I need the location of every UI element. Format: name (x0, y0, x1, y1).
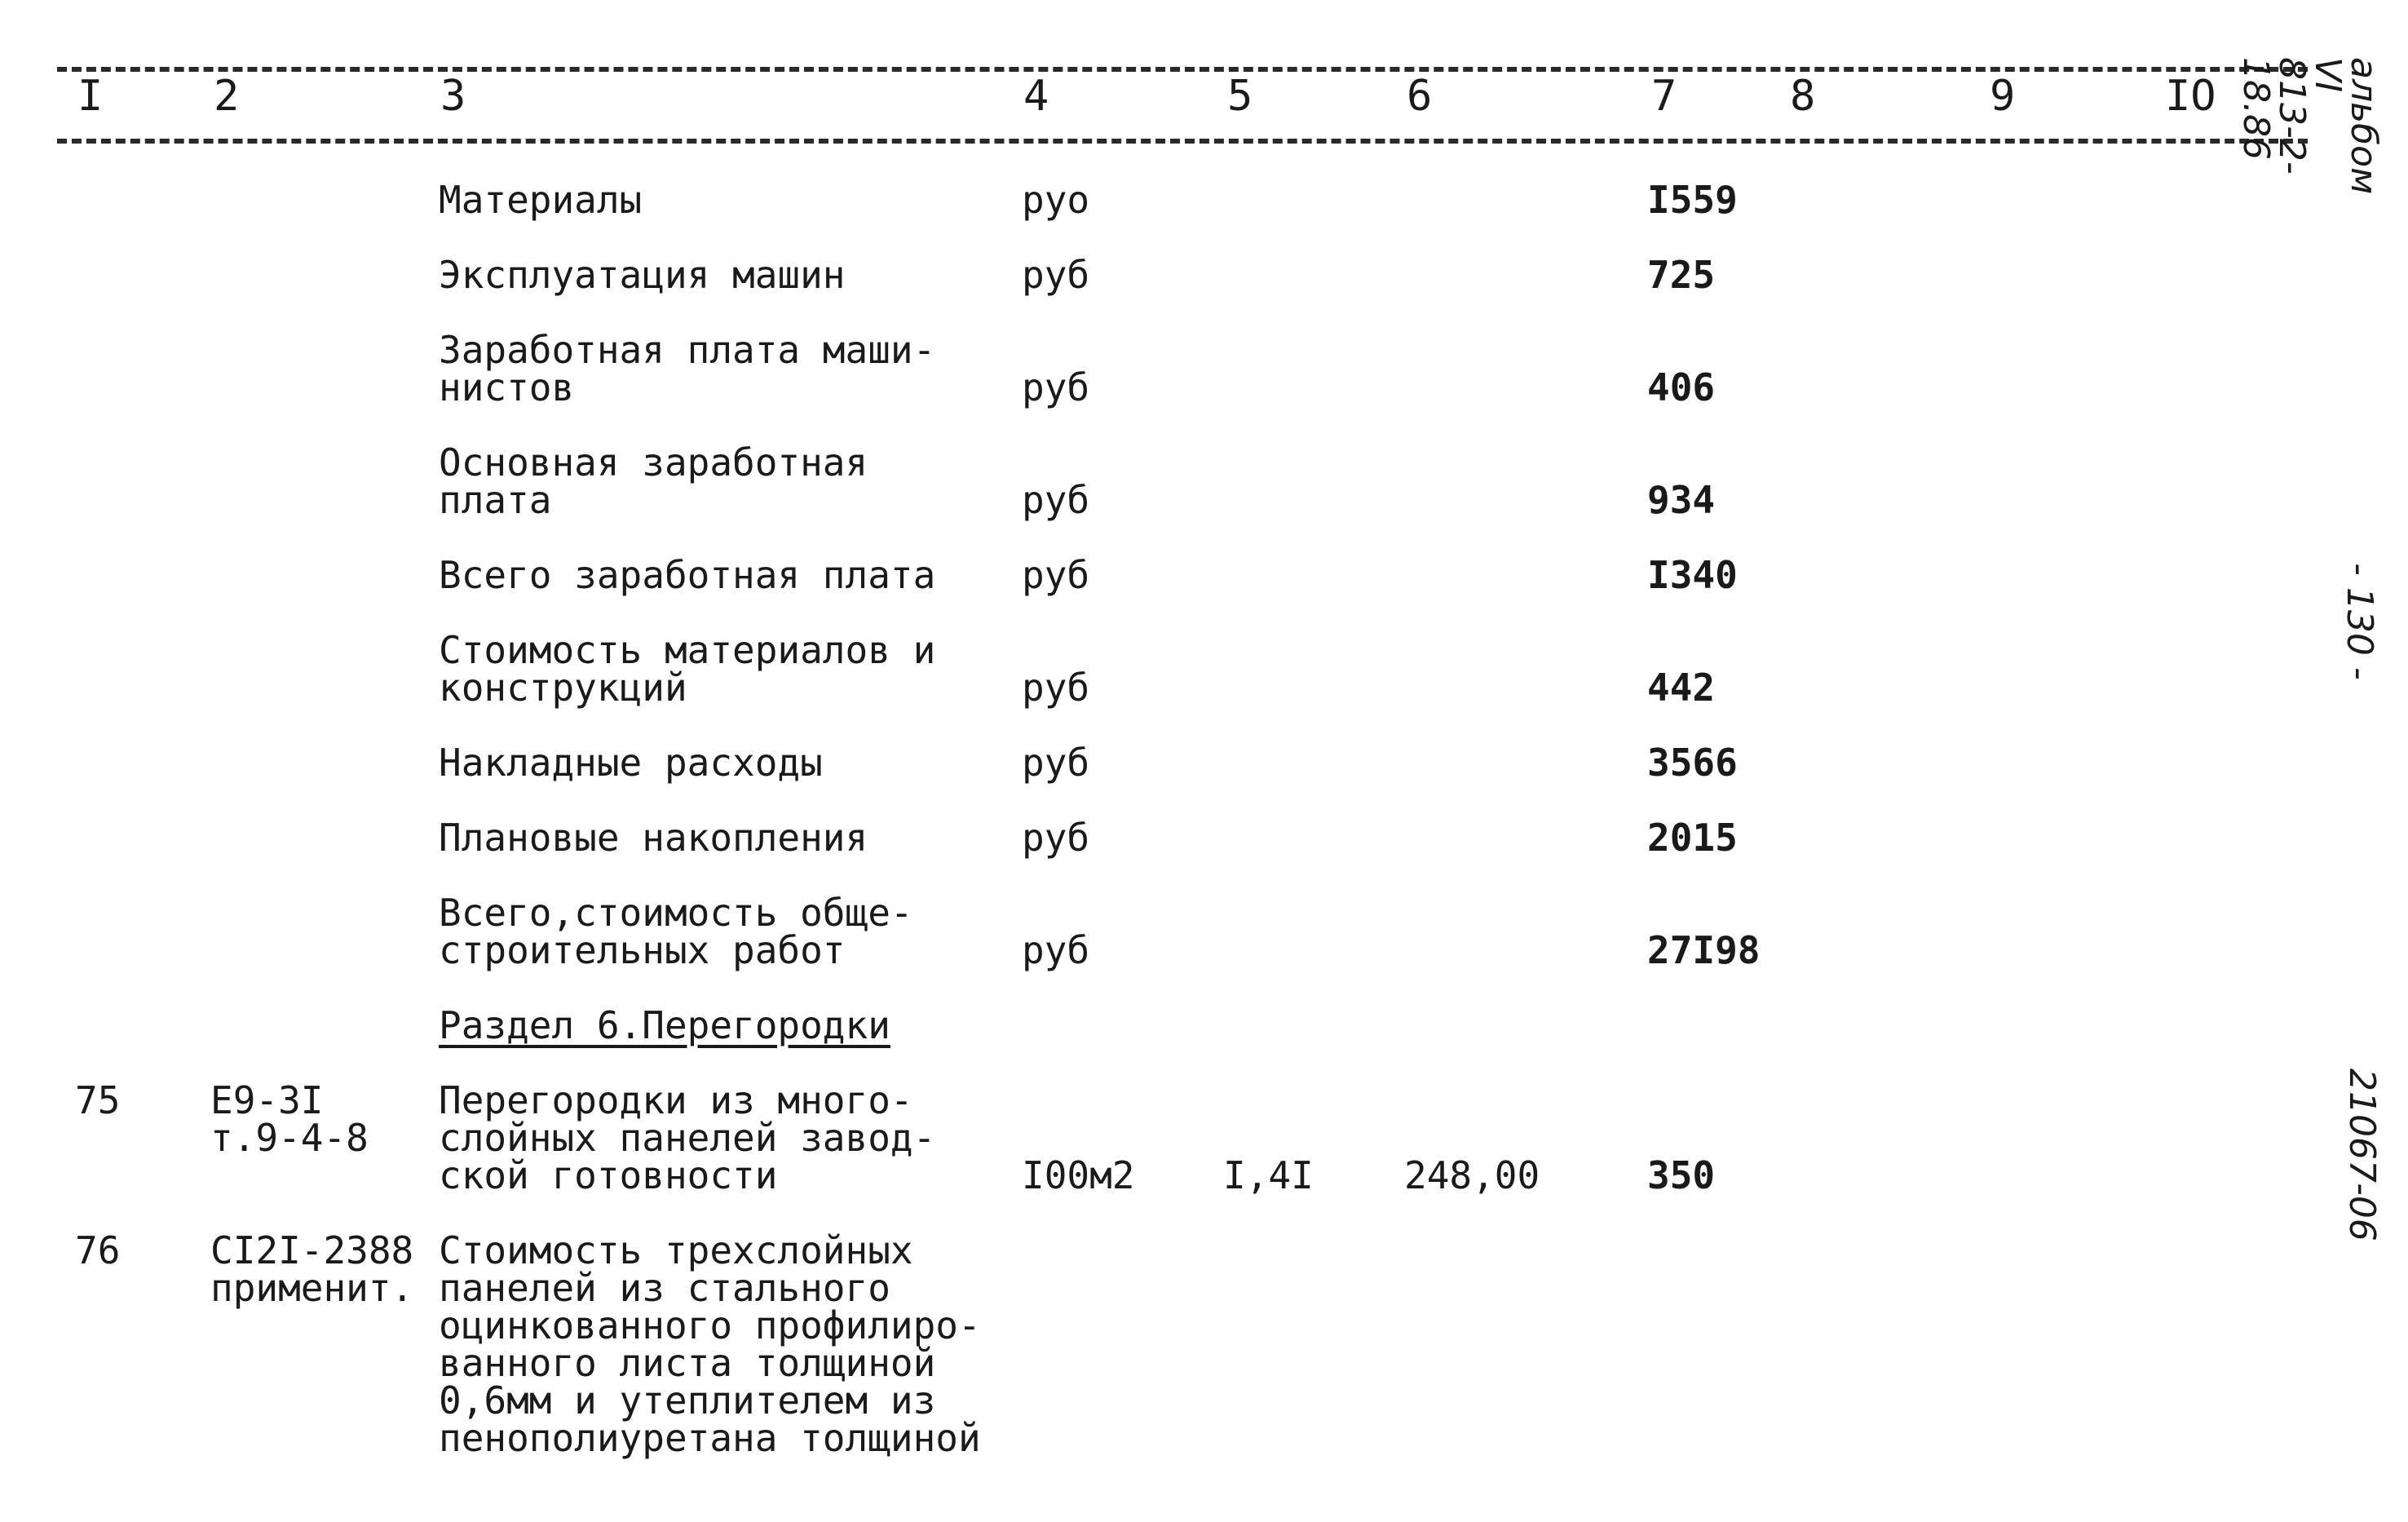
row-planned-savings-name: Плановые накопления (439, 816, 868, 860)
item75-unit-price: 248,00 (1404, 1153, 1540, 1197)
row-base-wages-unit: руб (1022, 478, 1090, 522)
row-planned-savings-unit: руб (1022, 816, 1090, 860)
item76-description: Стоимость трехслойных панелей из стального оцинкованного профилиро- ванного листа толщиной 0,6мм и утеплителем из пенополиуретана толщиной (439, 1228, 981, 1460)
item75-quantity: I,4I (1223, 1153, 1314, 1197)
header-bottom-rule (57, 139, 2308, 144)
col-header-3: 3 (440, 72, 466, 121)
row-machine-operation-value: 725 (1647, 253, 1716, 297)
item75-unit: I00м2 (1022, 1153, 1135, 1197)
row-materials-unit: руо (1022, 178, 1090, 222)
item75-total: 350 (1647, 1153, 1716, 1197)
row-base-wages-name: Основная заработная плата (439, 440, 868, 522)
row-total-wages-unit: руб (1022, 553, 1090, 597)
item76-number: 76 (75, 1228, 121, 1272)
col-header-4: 4 (1023, 72, 1049, 121)
row-materials-value: I559 (1647, 178, 1738, 222)
row-overhead-name: Накладные расходы (439, 741, 823, 785)
col-header-5: 5 (1227, 72, 1253, 121)
margin-page-number: - 130 - (2339, 563, 2380, 680)
header-top-rule (57, 67, 2308, 72)
row-materials-name: Материалы (439, 178, 643, 222)
row-machine-operation-unit: руб (1022, 253, 1090, 297)
item75-number: 75 (75, 1078, 121, 1122)
row-total-wages-name: Всего заработная плата (439, 553, 936, 597)
item76-code: CI2I-2388 примeнит. (210, 1228, 414, 1310)
col-header-2: 2 (214, 72, 240, 121)
row-materials-cost-value: 442 (1647, 666, 1716, 710)
row-total-construction-name: Всего,стоимость обще- строительных работ (439, 891, 913, 972)
row-planned-savings-value: 2015 (1647, 816, 1738, 860)
row-materials-cost-unit: руб (1022, 666, 1090, 710)
row-machinist-wages-unit: руб (1022, 365, 1090, 409)
row-total-wages-value: I340 (1647, 553, 1738, 597)
margin-album-label: альбом VI 813-2-18.86 (2235, 57, 2384, 195)
col-header-9: 9 (1990, 72, 2016, 121)
row-machinist-wages-value: 406 (1647, 365, 1716, 409)
section-title: Раздел 6.Перегородки (439, 1003, 890, 1047)
row-total-construction-unit: руб (1022, 928, 1090, 972)
row-machinist-wages-name: Заработная плата маши- нистов (439, 328, 936, 409)
col-header-8: 8 (1790, 72, 1816, 121)
margin-document-code: 21067-06 (2341, 1068, 2383, 1241)
row-overhead-unit: руб (1022, 741, 1090, 785)
col-header-1: I (77, 72, 104, 121)
item75-description: Перегородки из много- слойных панелей завод- ской готовности (439, 1078, 936, 1197)
row-machine-operation-name: Эксплуатация машин (439, 253, 846, 297)
col-header-10: IO (2165, 72, 2216, 121)
item75-code: Е9-3I т.9-4-8 (210, 1078, 369, 1160)
col-header-7: 7 (1651, 72, 1677, 121)
row-total-construction-value: 27I98 (1647, 928, 1761, 972)
row-base-wages-value: 934 (1647, 478, 1716, 522)
row-overhead-value: 3566 (1647, 741, 1738, 785)
col-header-6: 6 (1407, 72, 1433, 121)
row-materials-cost-name: Стоимость материалов и конструкций (439, 628, 936, 710)
